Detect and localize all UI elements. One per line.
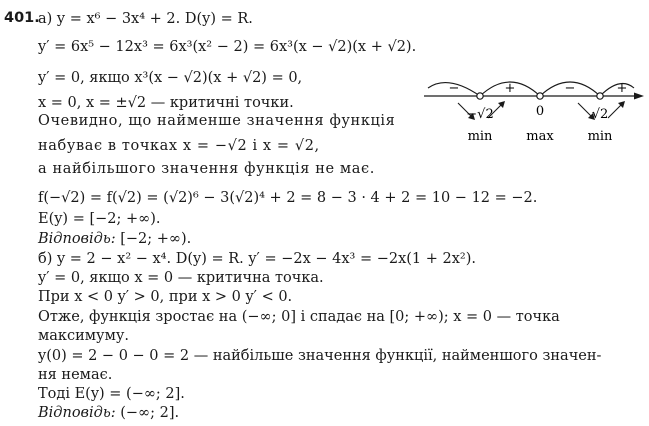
line-7: а найбільшого значення функція не має. [38, 161, 375, 177]
line-5: Очевидно, що найменше значення функція [38, 113, 396, 129]
answer-value-b: (−∞; 2]. [120, 405, 180, 421]
line-18: Тоді E(y) = (−∞; 2]. [38, 386, 185, 402]
line-9: E(y) = [−2; +∞). [38, 211, 161, 227]
line-16: y(0) = 2 − 0 − 0 = 2 — найбільше значення функції, найменшого значен- [38, 348, 602, 364]
extremum-max: max [526, 129, 554, 144]
line-6: набуває в точках x = −√2 і x = √2, [38, 138, 320, 154]
sign-3: − [564, 81, 576, 96]
axis-arrow-icon [634, 93, 644, 100]
line-13: При x < 0 y′ > 0, при x > 0 y′ < 0. [38, 289, 293, 305]
line-4: x = 0, x = ±√2 — критичні точки. [38, 95, 294, 111]
point-sqrt2 [597, 93, 603, 99]
line-10 [38, 230, 191, 249]
extremum-min-left: min [467, 129, 493, 144]
point-neg-sqrt2 [477, 93, 483, 99]
point-zero [537, 93, 543, 99]
answer-label-a: Відповідь: [38, 231, 116, 247]
line-3: y′ = 0, якщо x³(x − √2)(x + √2) = 0, [38, 70, 303, 86]
extremum-min-right: min [587, 129, 613, 144]
line-14: Отже, функція зростає на (−∞; 0] і спадає на [0; +∞); x = 0 — точка [38, 309, 560, 325]
answer-value-a: [−2; +∞). [120, 231, 192, 247]
line-1: а) y = x⁶ − 3x⁴ + 2. D(y) = R. [38, 11, 253, 27]
label-sqrt2: √2 [591, 107, 609, 122]
label-zero: 0 [535, 104, 545, 119]
line-15: максимуму. [38, 328, 130, 344]
answer-label-b: Відповідь: [38, 405, 116, 421]
line-12: y′ = 0, якщо x = 0 — критична точка. [38, 270, 324, 286]
problem-number: 401. [4, 10, 40, 26]
sign-2: + [504, 81, 516, 96]
sign-1: − [448, 81, 460, 96]
line-17: ня немає. [38, 367, 113, 383]
line-2: y′ = 6x⁵ − 12x³ = 6x³(x² − 2) = 6x³(x − √2)(x + √2). [38, 39, 417, 55]
line-19 [38, 404, 179, 423]
sign-diagram [420, 78, 645, 150]
line-8: f(−√2) = f(√2) = (√2)⁶ − 3(√2)⁴ + 2 = 8 − 3 · 4 + 2 = 10 − 12 = −2. [38, 190, 538, 206]
label-neg-sqrt2: −√2 [466, 107, 494, 122]
sign-4: + [616, 81, 628, 96]
line-11: б) y = 2 − x² − x⁴. D(y) = R. y′ = −2x − 4x³ = −2x(1 + 2x²). [38, 251, 476, 267]
